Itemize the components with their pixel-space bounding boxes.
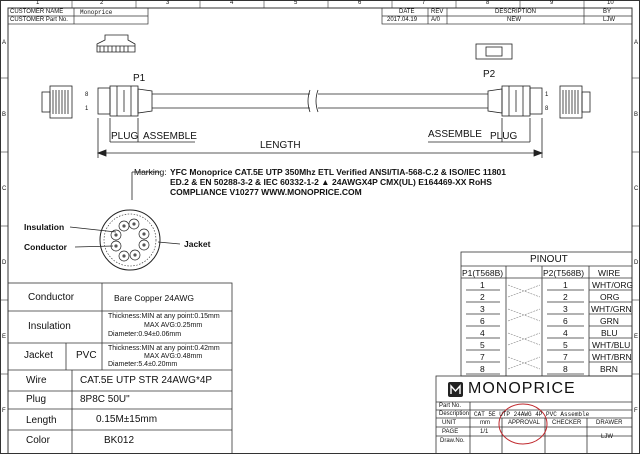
- description-label: Description: [439, 411, 470, 417]
- p2-assemble-label: ASSEMBLE: [428, 129, 482, 140]
- p2-plug-label: PLUG: [490, 131, 518, 142]
- row-f-right: F: [634, 408, 638, 414]
- pinout-row-1-p2: 1: [563, 280, 568, 290]
- spec-length-label: Length: [26, 415, 57, 426]
- pinout-row-4-p2: 6: [563, 316, 568, 326]
- spec-color-label: Color: [26, 435, 50, 446]
- pinout-row-6-p2: 5: [563, 340, 568, 350]
- spec-plug-value: 8P8C 50U": [80, 394, 130, 405]
- cable-assembly: [98, 86, 542, 116]
- col-1: 1: [36, 0, 40, 6]
- col-9: 9: [550, 0, 554, 6]
- row-a-right: A: [634, 40, 639, 46]
- row-a-left: A: [2, 40, 7, 46]
- length-label: LENGTH: [260, 140, 301, 151]
- p1-end-view: [42, 86, 72, 118]
- pinout-row-4-wire: GRN: [600, 316, 619, 326]
- row-c-left: C: [2, 186, 7, 192]
- pinout-row-2-p1: 2: [480, 292, 485, 302]
- row-d-left: D: [2, 260, 7, 266]
- insulation-callout: Insulation: [24, 222, 65, 232]
- p2-pin-1: 1: [545, 92, 549, 98]
- spec-wire-value: CAT.5E UTP STR 24AWG*4P: [80, 375, 213, 386]
- unit-value: mm: [480, 420, 490, 426]
- draw-no-label: Draw.No.: [440, 438, 465, 444]
- col-10: 10: [607, 0, 614, 6]
- monoprice-logo-icon: [448, 382, 463, 397]
- p1-pin-1: 1: [85, 106, 89, 112]
- specs-table-grid: [8, 283, 232, 454]
- customer-part-label: CUSTOMER Part No.: [10, 17, 68, 23]
- pinout-row-6-wire: WHT/BLU: [592, 340, 631, 350]
- rev-description: NEW: [507, 17, 521, 23]
- description-value: CAT 5E UTP 24AWG 4P PVC Assemble: [474, 411, 590, 418]
- rev-by: LJW: [603, 17, 615, 23]
- pinout-row-3-wire: WHT/GRN: [591, 304, 632, 314]
- spec-jacket-material: PVC: [76, 350, 97, 361]
- pinout-header-p2: P2(T568B): [543, 268, 585, 278]
- spec-conductor-value: Bare Copper 24AWG: [114, 293, 194, 303]
- p2-pin-8: 8: [545, 106, 549, 112]
- row-ticks: [0, 78, 640, 374]
- p2-label: P2: [483, 69, 496, 80]
- pinout-row-8-wire: BRN: [600, 364, 618, 374]
- rev-header-description: DESCRIPTION: [495, 9, 537, 15]
- pinout-row-5-p2: 4: [563, 328, 568, 338]
- row-b-left: B: [2, 112, 7, 118]
- pinout-row-1-wire: WHT/ORG: [592, 280, 634, 290]
- rev-header-date: DATE: [399, 9, 415, 15]
- spec-conductor-label: Conductor: [28, 292, 75, 303]
- approval-label: APPROVAL: [508, 420, 540, 426]
- marking-line-1: YFC Monoprice CAT.5E UTP 350Mhz ETL Verified ANSI/TIA-568-C.2 & ISO/IEC 11801: [170, 167, 506, 177]
- p2-front-view: [476, 44, 512, 59]
- rev-header-rev: REV: [431, 9, 444, 15]
- pinout-row-6-p1: 5: [480, 340, 485, 350]
- unit-label: UNIT: [442, 420, 456, 426]
- row-c-right: C: [634, 186, 639, 192]
- spec-jacket-label: Jacket: [24, 350, 53, 361]
- checker-label: CHECKER: [552, 420, 582, 426]
- customer-name-value: Monoprice: [80, 9, 113, 16]
- marking-label: Marking:: [134, 167, 167, 177]
- spec-color-value: BK012: [104, 435, 135, 446]
- row-e-right: E: [634, 334, 639, 340]
- pinout-row-4-p1: 6: [480, 316, 485, 326]
- page-value: 1/1: [480, 429, 489, 435]
- p1-label: P1: [133, 73, 146, 84]
- spec-jacket-diameter: Diameter:5.4±0.20mm: [108, 361, 178, 368]
- spec-plug-label: Plug: [26, 394, 47, 405]
- rev-date: 2017.04.19: [387, 17, 418, 23]
- row-b-right: B: [634, 112, 639, 118]
- spec-jacket-max-avg: MAX AVG:0.48mm: [144, 353, 203, 360]
- spec-insulation-label: Insulation: [28, 321, 71, 332]
- spec-wire-label: Wire: [26, 375, 47, 386]
- spec-insulation-max-avg: MAX AVG:0.25mm: [144, 322, 203, 329]
- pinout-header-wire: WIRE: [598, 268, 621, 278]
- cable-cross-section: [70, 210, 180, 270]
- col-5: 5: [294, 0, 298, 6]
- spec-insulation-diameter: Diameter:0.94±0.06mm: [108, 331, 182, 338]
- marking-line-2: ED.2 & EN 50288-3-2 & IEC 60332-1-2 ▲ 24AWGX4P CMX(UL) E164469-XX RoHS: [170, 177, 492, 187]
- pinout-row-1-p1: 1: [480, 280, 485, 290]
- column-ticks: [72, 0, 584, 8]
- col-6: 6: [358, 0, 362, 6]
- col-7: 7: [422, 0, 426, 6]
- pinout-row-7-p1: 7: [480, 352, 485, 362]
- customer-name-label: CUSTOMER NAME: [10, 9, 64, 15]
- col-2: 2: [100, 0, 104, 6]
- part-no-label: Part No.: [439, 403, 462, 409]
- row-f-left: F: [2, 408, 6, 414]
- page-label: PAGE: [442, 429, 459, 435]
- pinout-row-8-p2: 8: [563, 364, 568, 374]
- pinout-row-8-p1: 8: [480, 364, 485, 374]
- p1-plug-label: PLUG: [111, 131, 139, 142]
- drawer-label: DRAWER: [596, 420, 623, 426]
- p1-front-view: [97, 35, 135, 52]
- pinout-row-3-p1: 3: [480, 304, 485, 314]
- pinout-row-5-p1: 4: [480, 328, 485, 338]
- pinout-row-2-p2: 2: [563, 292, 568, 302]
- col-4: 4: [230, 0, 234, 6]
- pinout-wiring: [508, 285, 540, 369]
- jacket-callout: Jacket: [184, 239, 211, 249]
- pinout-row-3-p2: 3: [563, 304, 568, 314]
- drawer-value: LJW: [601, 434, 613, 440]
- rev-header-by: BY: [603, 9, 612, 15]
- conductor-callout: Conductor: [24, 242, 67, 252]
- spec-length-value: 0.15M±15mm: [96, 414, 158, 425]
- pinout-title: PINOUT: [530, 254, 568, 265]
- pinout-header-p1: P1(T568B): [462, 268, 504, 278]
- p1-pin-8: 8: [85, 92, 89, 98]
- row-e-left: E: [2, 334, 7, 340]
- pinout-row-5-wire: BLU: [601, 328, 618, 338]
- col-8: 8: [486, 0, 490, 6]
- pinout-row-7-p2: 7: [563, 352, 568, 362]
- rev-number: A/0: [431, 17, 441, 23]
- marking-line-3: COMPLIANCE V10277 WWW.MONOPRICE.COM: [170, 187, 362, 197]
- pinout-row-2-wire: ORG: [600, 292, 620, 302]
- p1-assemble-label: ASSEMBLE: [143, 131, 197, 142]
- col-3: 3: [166, 0, 170, 6]
- brand-name: MONOPRICE: [468, 380, 576, 397]
- row-d-right: D: [634, 260, 639, 266]
- p2-end-view: [560, 86, 590, 118]
- spec-jacket-thickness: Thickness:MIN at any point:0.42mm: [108, 345, 220, 352]
- spec-insulation-thickness: Thickness:MIN at any point:0.15mm: [108, 313, 220, 320]
- pinout-row-7-wire: WHT/BRN: [592, 352, 632, 362]
